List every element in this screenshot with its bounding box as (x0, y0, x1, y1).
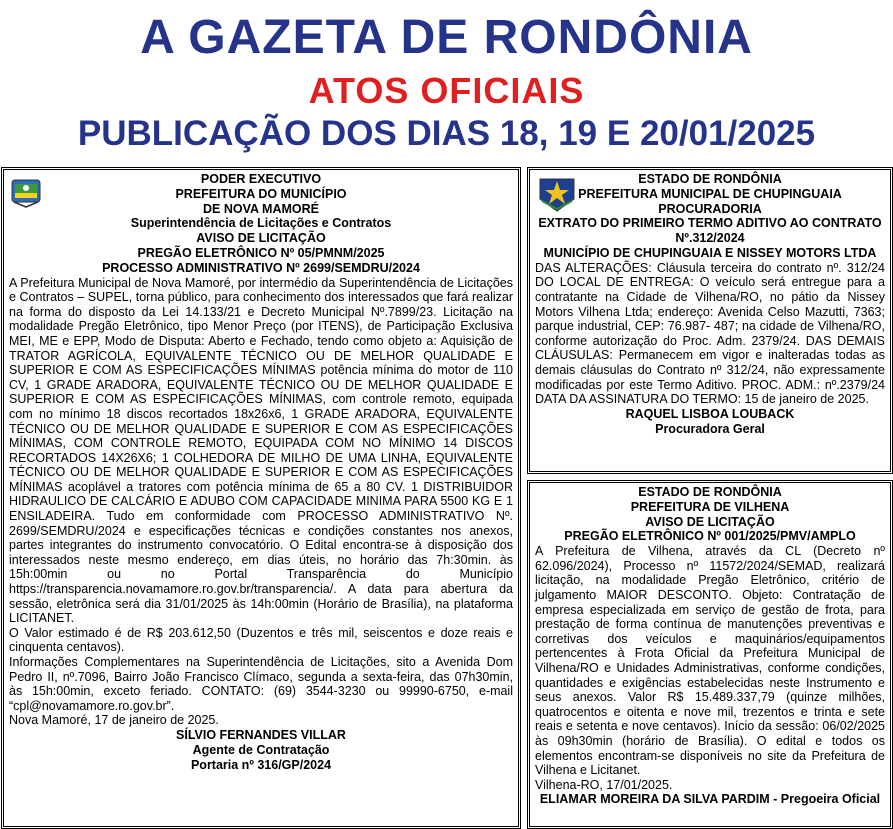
notice-chupinguaia (527, 167, 893, 474)
signature-role: Procuradora Geral (655, 421, 765, 436)
header-line: PREFEITURA MUNICIPAL DE CHUPINGUAIA (578, 186, 842, 201)
header-line: PREFEITURA DE VILHENA (630, 499, 790, 514)
date-line: Nova Mamoré, 17 de janeiro de 2025. (9, 713, 219, 728)
header-line: PREFEITURA DO MUNICÍPIO (175, 186, 347, 201)
header-line: PREGÃO ELETRÔNICO Nº 05/PMNM/2025 (137, 245, 385, 260)
notice-vilhena (527, 480, 893, 829)
body-paragraph: A Prefeitura Municipal de Nova Mamoré, por intermédio da Superintendência de Licitações e Contratos – SUPEL, torna público, para conhecimento dos interessados que fará realizar na forma do disposto da Lei 14.133/21 e Decreto Municipal Nº.7899/23. Licitação na modalidade Pregão Eletrônico, tipo Menor Preço (por ITENS), de Participação Exclusiva MEI, ME e EPP, Modo de Disputa: Aberto e Fechado, tendo como objeto a: Aquisição de TRATOR AGRÍCOLA, EQUIVALENTE TÉCNICO OU DE MELHOR QUALIDADE E SUPERIOR E COM AS ESPECIFICAÇÕES MÍNIMAS potência mínima do motor de 110 CV, 1 GRADE ARADORA, EQUIVALENTE TÉCNICO OU DE MELHOR QUALIDADE E SUPERIOR E COM AS ESPECIFICAÇÕES MÍNIMAS, com controle remoto, equipada com no mínimo 18 discos recortados 18x26x6, 1 GRADE ARADORA, EQUIVALENTE TÉCNICO OU DE MELHOR QUALIDADE E SUPERIOR E COM AS ESPECIFICAÇÕES MÍNIMAS, COM CONTROLE REMOTO, EQUIPADA COM NO MÍNIMO 14 DISCOS RECORTADOS 14X26X6; 1 COLHEDORA DE MILHO DE UMA LINHA, EQUIVALENTE TÉCNICO OU DE MELHOR QUALIDADE E SUPERIOR E COM AS ESPECIFICAÇÕES MÍNIMAS acoplável a tratores com potência mínima de 65 a 80 CV. 1 DISTRIBUIDOR HIDRAULICO DE CALCÁRIO E ADUBO COM CAPACIDADE MINIMA PARA 5500 KG E 1 ENSILADEIRA. Tudo em conformidade com PROCESSO ADMINISTRATIVO Nº. 2699/SEMDRU/2024 e especificações técnicas e condições constantes nos anexos, partes integrantes do instrumento convocatório. O Edital encontra-se à disposição dos interessados neste mesmo endereço, em dias úteis, no horário das 7h:30min. às 15h:00min ou no Portal Transparência do Município https://transparencia.novamamore.ro.gov.br/transparencia/. A data para abertura da sessão, eletrônica será dia 31/01/2025 às 14h:00min (Horário de Brasília), na plataforma LICITANET. (9, 275, 513, 626)
masthead-title: A GAZETA DE RONDÔNIA (140, 11, 753, 64)
header-line: PODER EXECUTIVO (200, 172, 322, 186)
header-line: DE NOVA MAMORÉ (203, 201, 319, 216)
header-line: PROCESSO ADMINISTRATIVO Nº 2699/SEMDRU/2024 (102, 260, 420, 275)
header-line: EXTRATO DO PRIMEIRO TERMO ADITIVO AO CONTRATO Nº.312/2024 (538, 216, 882, 246)
header-line: PREGÃO ELETRÔNICO Nº 001/2025/PMV/AMPLO (564, 529, 856, 544)
header-line: AVISO DE LICITAÇÃO (645, 514, 775, 529)
header-line: ESTADO DE RONDÔNIA (638, 172, 782, 186)
signature-name: SÍLVIO FERNANDES VILLAR (176, 727, 346, 742)
nova-mamore-crest-icon (10, 178, 42, 208)
signature: ELIAMAR MOREIRA DA SILVA PARDIM - Pregoeira Oficial (539, 792, 881, 807)
body-paragraph: A Prefeitura de Vilhena, através da CL (Decreto nº 62.096/2024), Processo nº 11572/2024/SEMAD, realizará licitação, na modalidade Pregão Eletrônico, critério de julgamento MAIOR DESCONTO. Objeto: Contratação de empresa especializada em serviço de gestão de frota, para prestação de forma contínua de manutenções preventivas e corretivas dos veículos e maquinários/equipamentos pertencentes à Frota Oficial da Prefeitura Municipal de Vilhena/RO e Unidades Administrativas, conforme condições, quantidades e exigências estabelecidas neste Instrumento e seus anexos. Valor R$ 15.489.337,79 (quinze milhões, quatrocentos e oitenta e nove mil, trezentos e trinta e sete reais e setenta e nove centavos). Início da sessão: 06/02/2025 às 09h30min (horário de Brasília). O edital e todos os elementos encontram-se disponíveis no site da Prefeitura de Vilhena e Licitanet. (535, 544, 885, 778)
notice-nova-mamore (1, 167, 521, 829)
signature-role: Agente de Contratação (192, 742, 330, 757)
body-paragraph: DAS ALTERAÇÕES: Cláusula terceira do contrato nº. 312/24 DO LOCAL DE ENTREGA: O veículo será entregue para a contratante na Cidade de Vilhena/RO, no pátio da Nissey Motors Vilhena Ltda; endereço: Avenida Celso Mazutti, 7363; parque industrial, CEP: 76.987- 487; na cidade de Vilhena/RO, conforme autorização do Proc. Adm. 2379/24. DAS DEMAIS CLÁUSULAS: Permanecem em vigor e inalteradas todas as demais cláusulas do Contrato nº 312/24, não expressamente modificadas por este Termo Aditivo. PROC. ADM.: nº.2379/24 DATA DA ASSINATURA DO TERMO: 15 de janeiro de 2025. (535, 260, 885, 407)
header-line: Superintendência de Licitações e Contratos (130, 216, 392, 231)
header-line: ESTADO DE RONDÔNIA (638, 485, 782, 499)
chupinguaia-star-icon (536, 173, 578, 213)
section-title: ATOS OFICIAIS (308, 70, 585, 111)
header-line: MUNICÍPIO DE CHUPINGUAIA E NISSEY MOTORS LTDA (543, 245, 877, 260)
publication-dates: PUBLICAÇÃO DOS DIAS 18, 19 E 20/01/2025 (77, 114, 816, 153)
date-line: Vilhena-RO, 17/01/2025. (535, 777, 673, 792)
body-paragraph: Informações Complementares na Superintendência de Licitações, sito a Avenida Dom Pedro II, nº.7096, Bairro João Francisco Clímaco, segunda a sexta-feira, das 07h30min, às 15h:00min, exceto feriado. CONTATO: (69) 3544-3230 ou 99990-6750, e-mail “cpl@novamamore.ro.gov.br”. (9, 655, 513, 713)
header-line: PROCURADORIA (658, 201, 762, 216)
signature-ordinance: Portaria nº 316/GP/2024 (190, 757, 332, 772)
header-line: AVISO DE LICITAÇÃO (196, 231, 326, 246)
signature-name: RAQUEL LISBOA LOUBACK (625, 406, 795, 421)
body-paragraph: O Valor estimado é de R$ 203.612,50 (Duzentos e três mil, seiscentos e doze reais e cinquenta centavos). (9, 625, 513, 655)
